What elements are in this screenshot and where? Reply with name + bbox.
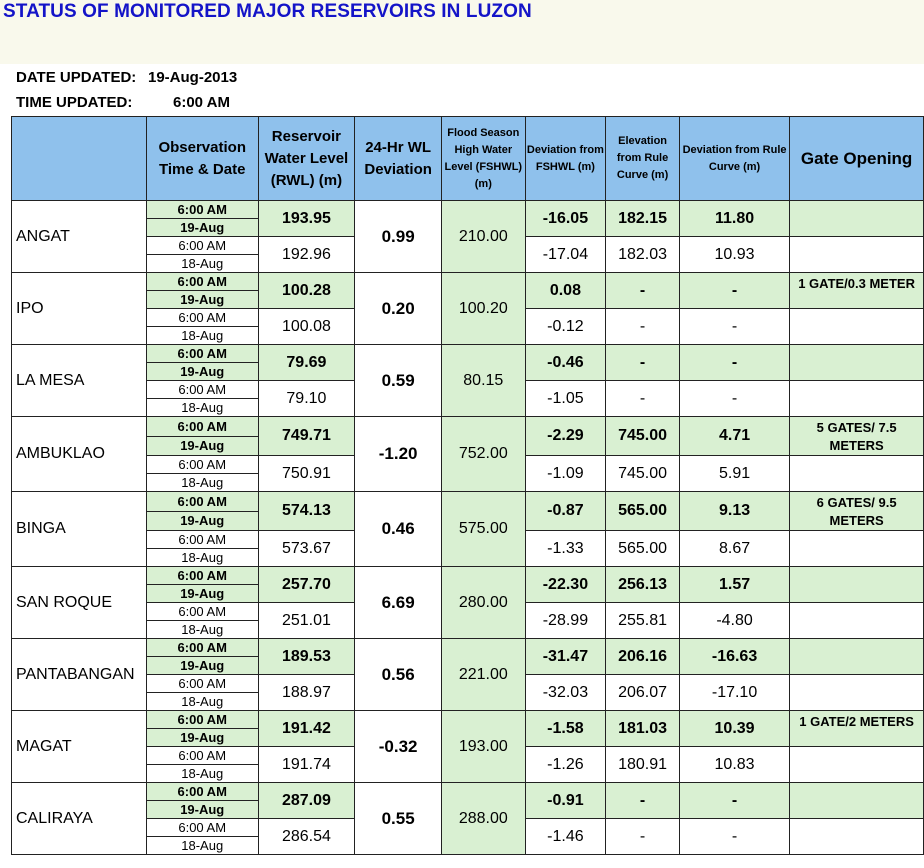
elev-rule-previous: 206.07 <box>606 675 680 711</box>
obs-date-previous: 18-Aug <box>146 837 258 855</box>
gate-opening-blank <box>790 675 924 711</box>
wl-deviation: 0.99 <box>355 201 442 273</box>
dev-rule-previous: - <box>679 819 789 855</box>
reservoir-row-a <box>12 417 924 437</box>
obs-date-current: 19-Aug <box>146 291 258 309</box>
header-deviation-rule-curve: Deviation from Rule Curve (m) <box>679 117 789 201</box>
obs-date-previous: 18-Aug <box>146 327 258 345</box>
gate-opening-blank <box>790 531 924 567</box>
elev-rule-previous: 565.00 <box>606 531 680 567</box>
reservoir-name: PANTABANGAN <box>12 639 147 711</box>
dev-rule-current: 1.57 <box>679 567 789 603</box>
header-24hr-deviation: 24-Hr WL Deviation <box>355 117 442 201</box>
obs-time-current: 6:00 AM <box>146 345 258 363</box>
fshwl-value: 193.00 <box>442 711 526 783</box>
gate-opening: 5 GATES/ 7.5 METERS <box>790 417 924 456</box>
reservoir-row-a <box>12 345 924 363</box>
gate-opening <box>790 345 924 381</box>
elev-rule-current: 181.03 <box>606 711 680 747</box>
dev-fshwl-previous: -0.12 <box>525 309 606 345</box>
obs-date-previous: 18-Aug <box>146 765 258 783</box>
rwl-previous: 188.97 <box>258 675 355 711</box>
reservoir-row-a <box>12 273 924 291</box>
dev-rule-previous: - <box>679 309 789 345</box>
rwl-current: 257.70 <box>258 567 355 603</box>
reservoir-name: AMBUKLAO <box>12 417 147 492</box>
fshwl-value: 210.00 <box>442 201 526 273</box>
date-updated-value: 19-Aug-2013 <box>148 69 238 86</box>
header-row <box>12 117 924 201</box>
reservoir-name: BINGA <box>12 492 147 567</box>
dev-fshwl-current: -0.87 <box>525 492 606 531</box>
fshwl-value: 80.15 <box>442 345 526 417</box>
gate-opening <box>790 639 924 675</box>
elev-rule-previous: 182.03 <box>606 237 680 273</box>
elev-rule-previous: - <box>606 819 680 855</box>
fshwl-value: 221.00 <box>442 639 526 711</box>
obs-time-previous: 6:00 AM <box>146 819 258 837</box>
obs-date-previous: 18-Aug <box>146 399 258 417</box>
wl-deviation: 0.56 <box>355 639 442 711</box>
reservoir-row-a <box>12 567 924 585</box>
gate-opening-blank <box>790 381 924 417</box>
dev-rule-previous: 8.67 <box>679 531 789 567</box>
wl-deviation: -0.32 <box>355 711 442 783</box>
obs-date-current: 19-Aug <box>146 511 258 531</box>
rwl-current: 749.71 <box>258 417 355 456</box>
elev-rule-current: 182.15 <box>606 201 680 237</box>
dev-fshwl-previous: -1.05 <box>525 381 606 417</box>
obs-date-current: 19-Aug <box>146 219 258 237</box>
header-observation: Observation Time & Date <box>146 117 258 201</box>
gate-opening-blank <box>790 237 924 273</box>
elev-rule-current: 745.00 <box>606 417 680 456</box>
dev-fshwl-previous: -1.26 <box>525 747 606 783</box>
rwl-current: 189.53 <box>258 639 355 675</box>
dev-fshwl-current: -2.29 <box>525 417 606 456</box>
dev-fshwl-current: -16.05 <box>525 201 606 237</box>
time-updated-value: 6:00 AM <box>173 94 230 111</box>
rwl-current: 574.13 <box>258 492 355 531</box>
gate-opening-blank <box>790 456 924 492</box>
header-gate-opening: Gate Opening <box>790 117 924 201</box>
reservoir-name: MAGAT <box>12 711 147 783</box>
elev-rule-current: 256.13 <box>606 567 680 603</box>
wl-deviation: 0.55 <box>355 783 442 855</box>
obs-date-previous: 18-Aug <box>146 549 258 567</box>
header-deviation-fshwl: Deviation from FSHWL (m) <box>525 117 606 201</box>
gate-opening <box>790 567 924 603</box>
dev-fshwl-current: 0.08 <box>525 273 606 309</box>
gate-opening: 1 GATE/2 METERS <box>790 711 924 747</box>
obs-time-previous: 6:00 AM <box>146 456 258 474</box>
dev-rule-current: -16.63 <box>679 639 789 675</box>
obs-date-current: 19-Aug <box>146 363 258 381</box>
reservoir-row-a <box>12 201 924 219</box>
elev-rule-current: - <box>606 273 680 309</box>
dev-rule-current: 4.71 <box>679 417 789 456</box>
obs-time-previous: 6:00 AM <box>146 603 258 621</box>
obs-time-current: 6:00 AM <box>146 783 258 801</box>
obs-date-previous: 18-Aug <box>146 255 258 273</box>
obs-time-current: 6:00 AM <box>146 201 258 219</box>
fshwl-value: 752.00 <box>442 417 526 492</box>
elev-rule-current: - <box>606 345 680 381</box>
obs-date-current: 19-Aug <box>146 436 258 456</box>
page-title: STATUS OF MONITORED MAJOR RESERVOIRS IN LUZON <box>3 1 532 22</box>
obs-date-current: 19-Aug <box>146 657 258 675</box>
obs-date-previous: 18-Aug <box>146 693 258 711</box>
dev-fshwl-previous: -1.09 <box>525 456 606 492</box>
obs-date-current: 19-Aug <box>146 729 258 747</box>
obs-date-current: 19-Aug <box>146 801 258 819</box>
rwl-current: 79.69 <box>258 345 355 381</box>
obs-time-current: 6:00 AM <box>146 639 258 657</box>
reservoir-row-a <box>12 492 924 512</box>
rwl-previous: 286.54 <box>258 819 355 855</box>
reservoir-name: SAN ROQUE <box>12 567 147 639</box>
dev-rule-previous: 5.91 <box>679 456 789 492</box>
elev-rule-current: 206.16 <box>606 639 680 675</box>
rwl-previous: 191.74 <box>258 747 355 783</box>
obs-date-previous: 18-Aug <box>146 474 258 492</box>
dev-rule-previous: -17.10 <box>679 675 789 711</box>
obs-time-previous: 6:00 AM <box>146 309 258 327</box>
rwl-previous: 192.96 <box>258 237 355 273</box>
elev-rule-current: 565.00 <box>606 492 680 531</box>
gate-opening <box>790 201 924 237</box>
fshwl-value: 100.20 <box>442 273 526 345</box>
dev-rule-previous: - <box>679 381 789 417</box>
header-rwl: Reservoir Water Level (RWL) (m) <box>258 117 355 201</box>
gate-opening-blank <box>790 747 924 783</box>
dev-fshwl-previous: -1.33 <box>525 531 606 567</box>
elev-rule-previous: 745.00 <box>606 456 680 492</box>
rwl-current: 191.42 <box>258 711 355 747</box>
reservoir-name: IPO <box>12 273 147 345</box>
dev-rule-previous: 10.83 <box>679 747 789 783</box>
rwl-previous: 750.91 <box>258 456 355 492</box>
obs-time-current: 6:00 AM <box>146 273 258 291</box>
obs-time-previous: 6:00 AM <box>146 675 258 693</box>
wl-deviation: 0.59 <box>355 345 442 417</box>
time-updated-label: TIME UPDATED: <box>16 94 133 111</box>
obs-date-previous: 18-Aug <box>146 621 258 639</box>
obs-time-current: 6:00 AM <box>146 492 258 512</box>
dev-fshwl-current: -1.58 <box>525 711 606 747</box>
dev-fshwl-previous: -1.46 <box>525 819 606 855</box>
dev-fshwl-previous: -32.03 <box>525 675 606 711</box>
obs-time-previous: 6:00 AM <box>146 531 258 549</box>
rwl-current: 287.09 <box>258 783 355 819</box>
dev-fshwl-previous: -28.99 <box>525 603 606 639</box>
rwl-previous: 573.67 <box>258 531 355 567</box>
obs-time-current: 6:00 AM <box>146 417 258 437</box>
rwl-previous: 251.01 <box>258 603 355 639</box>
reservoir-name: ANGAT <box>12 201 147 273</box>
obs-time-current: 6:00 AM <box>146 567 258 585</box>
dev-rule-current: - <box>679 273 789 309</box>
header-name-blank <box>12 117 147 201</box>
obs-time-current: 6:00 AM <box>146 711 258 729</box>
elev-rule-previous: - <box>606 309 680 345</box>
fshwl-value: 280.00 <box>442 567 526 639</box>
header-fshwl: Flood Season High Water Level (FSHWL) (m) <box>442 117 526 201</box>
obs-date-current: 19-Aug <box>146 585 258 603</box>
reservoir-row-a <box>12 639 924 657</box>
date-updated-label: DATE UPDATED: <box>16 69 137 86</box>
dev-rule-current: 10.39 <box>679 711 789 747</box>
dev-fshwl-previous: -17.04 <box>525 237 606 273</box>
header-elevation-rule-curve: Elevation from Rule Curve (m) <box>606 117 680 201</box>
fshwl-value: 575.00 <box>442 492 526 567</box>
reservoir-row-a <box>12 711 924 729</box>
dev-rule-previous: 10.93 <box>679 237 789 273</box>
obs-time-previous: 6:00 AM <box>146 381 258 399</box>
elev-rule-current: - <box>606 783 680 819</box>
dev-rule-current: - <box>679 345 789 381</box>
dev-rule-current: - <box>679 783 789 819</box>
elev-rule-previous: - <box>606 381 680 417</box>
gate-opening <box>790 783 924 819</box>
reservoir-row-a <box>12 783 924 801</box>
elev-rule-previous: 180.91 <box>606 747 680 783</box>
wl-deviation: 0.46 <box>355 492 442 567</box>
rwl-current: 193.95 <box>258 201 355 237</box>
reservoir-name: LA MESA <box>12 345 147 417</box>
dev-rule-current: 11.80 <box>679 201 789 237</box>
obs-time-previous: 6:00 AM <box>146 747 258 765</box>
gate-opening-blank <box>790 309 924 345</box>
dev-rule-current: 9.13 <box>679 492 789 531</box>
dev-fshwl-current: -31.47 <box>525 639 606 675</box>
gate-opening-blank <box>790 819 924 855</box>
rwl-current: 100.28 <box>258 273 355 309</box>
dev-fshwl-current: -22.30 <box>525 567 606 603</box>
reservoir-name: CALIRAYA <box>12 783 147 855</box>
wl-deviation: 0.20 <box>355 273 442 345</box>
rwl-previous: 79.10 <box>258 381 355 417</box>
wl-deviation: -1.20 <box>355 417 442 492</box>
dev-fshwl-current: -0.46 <box>525 345 606 381</box>
gate-opening: 6 GATES/ 9.5 METERS <box>790 492 924 531</box>
reservoir-status-table <box>11 116 924 855</box>
wl-deviation: 6.69 <box>355 567 442 639</box>
rwl-previous: 100.08 <box>258 309 355 345</box>
elev-rule-previous: 255.81 <box>606 603 680 639</box>
fshwl-value: 288.00 <box>442 783 526 855</box>
gate-opening: 1 GATE/0.3 METER <box>790 273 924 309</box>
gate-opening-blank <box>790 603 924 639</box>
obs-time-previous: 6:00 AM <box>146 237 258 255</box>
dev-fshwl-current: -0.91 <box>525 783 606 819</box>
dev-rule-previous: -4.80 <box>679 603 789 639</box>
